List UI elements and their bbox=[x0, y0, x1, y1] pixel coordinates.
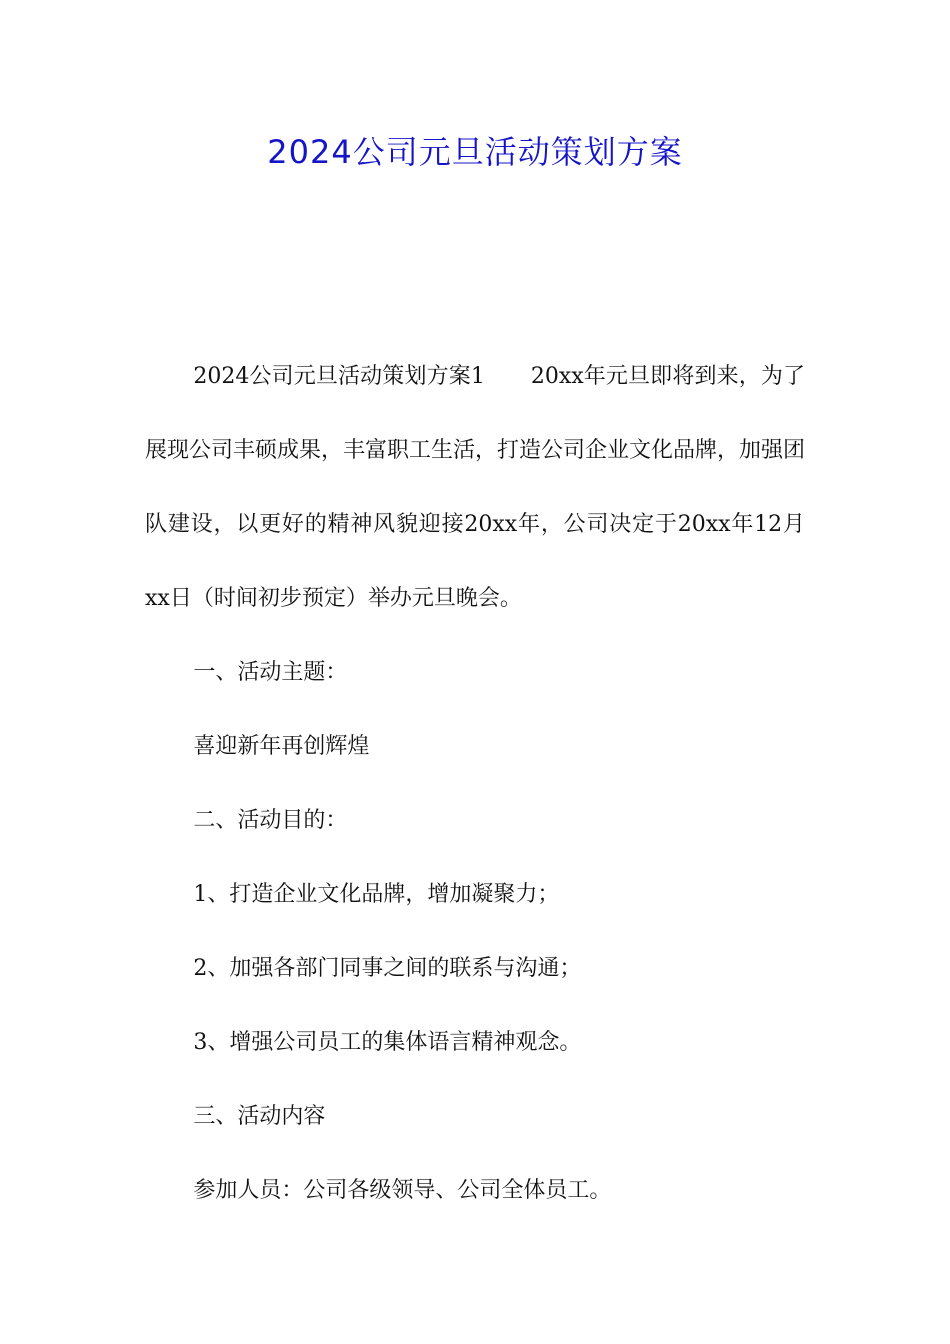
purpose-item-2: 2、加强各部门同事之间的联系与沟通； bbox=[193, 956, 582, 981]
section-heading-purpose: 二、活动目的： bbox=[193, 808, 348, 833]
purpose-item-3: 3、增强公司员工的集体语言精神观念。 bbox=[193, 1030, 582, 1055]
purpose-item-1: 1、打造企业文化品牌，增加凝聚力； bbox=[193, 882, 560, 907]
participants-text: 参加人员：公司各级领导、公司全体员工。 bbox=[193, 1178, 612, 1203]
theme-text: 喜迎新年再创辉煌 bbox=[193, 734, 370, 759]
intro-heading: 2024公司元旦活动策划方案1 bbox=[193, 364, 485, 389]
document-body bbox=[145, 340, 805, 1228]
intro-paragraph bbox=[145, 340, 805, 636]
intro-text: 20xx年元旦即将到来，为了展现公司丰硕成果，丰富职工生活，打造公司企业文化品牌，加强团队建设，以更好的精神风貌迎接20xx年，公司决定于20xx年12月xx日（时间初步预定）举办元旦晚会。 bbox=[145, 364, 806, 611]
section-heading-content: 三、活动内容 bbox=[193, 1104, 326, 1129]
section-heading-theme: 一、活动主题： bbox=[193, 660, 348, 685]
document-title: 2024公司元旦活动策划方案 bbox=[267, 133, 683, 171]
